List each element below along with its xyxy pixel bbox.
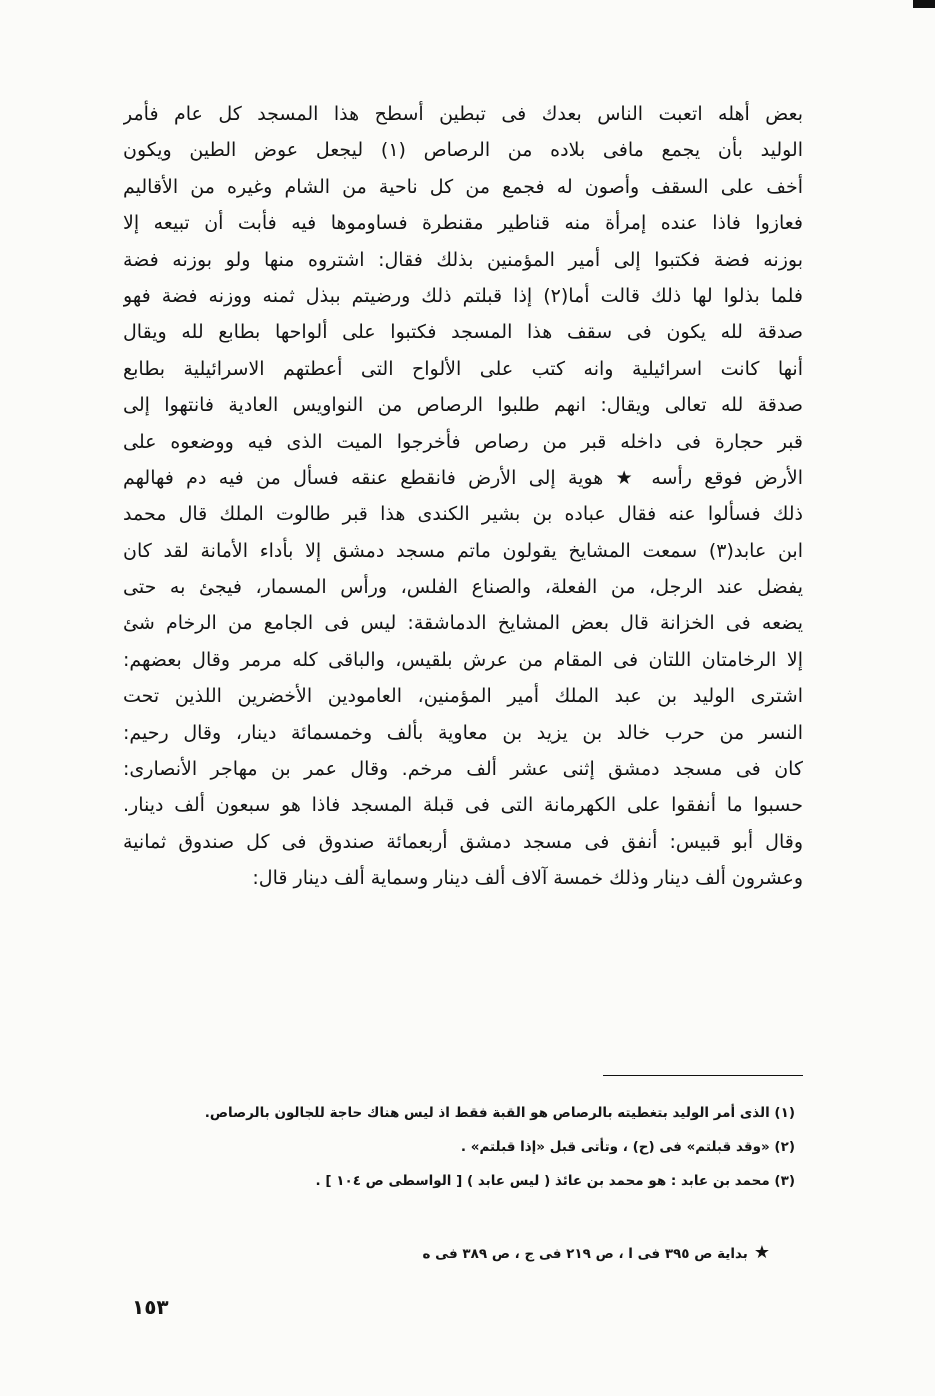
star-note-text: بداية ص ٣٩٥ فى ا ، ص ٢١٩ فى ج ، ص ٣٨٩ فى ه [422, 1246, 748, 1262]
star-icon: ★ [753, 1242, 770, 1263]
body-line: صدقة لله يكون فى سقف هذا المسجد فكتبوا على ألواحها بطابع لله ويقال [123, 321, 803, 344]
body-line: ابن عابد(٣) سمعت المشايخ يقولون ماتم مسجد دمشق إلا بأداء الأمانة لقد كان [123, 539, 803, 562]
body-line: فعازوا فاذا عنده إمرأة منه قناطير مقنطرة فساوموها فيه فأبت أن تبيعه إلا [123, 212, 803, 235]
footnote: (٣) محمد بن عابد : هو محمد بن عائذ ( ليس عابد ) [ الواسطى ص ١٠٤ ] . [315, 1173, 795, 1189]
body-line: حسبوا ما أنفقوا على الكهرمانة التى فى قبلة المسجد فاذا هو سبعون ألف دينار. [123, 794, 803, 817]
page-corner-mark [913, 0, 935, 8]
body-line: أنها كانت اسرائيلية وانه كتب على الألواح التى أعطتهم الاسرائيلية بطابع [123, 357, 803, 380]
footnote-separator [603, 1075, 803, 1076]
footnote: (٢) «وقد قبلتم» فى (ح) ، وتأتى قبل «إذا قبلتم» . [460, 1139, 795, 1155]
body-text [123, 96, 803, 897]
body-line: قبر حجارة فى داخله قبر من رصاص فأخرجوا الميت الذى فيه ووضعوه على [123, 430, 803, 453]
body-line: بوزنه فضة فكتبوا إلى أمير المؤمنين بذلك فقال: اشتروه منها ولو بوزنه فضة [123, 248, 803, 271]
body-line: يفضل عند الرجل، من الفعلة، والصناع الفلس، ورأس المسمار، فيجئ به حتى [123, 576, 803, 599]
body-line: يضعه فى الخزانة قال بعض المشايخ الدماشقة: ليس فى الجامع من الرخام شئ [123, 612, 803, 635]
body-line: اشترى الوليد بن عبد الملك أمير المؤمنين، العامودين الأخضرين اللذين تحت [123, 685, 803, 708]
star-note [150, 1238, 770, 1268]
body-line: الوليد بأن يجمع مافى بلاده من الرصاص (١) ليجعل عوض الطين ويكون [123, 139, 803, 162]
body-line: الأرض فوقع رأسه ★ هوية إلى الأرض فانقطع عنقه فسأل من فيه دم فهالهم [123, 466, 803, 489]
body-line: كان فى مسجد دمشق إثنى عشر ألف مرخم. وقال عمر بن مهاجر الأنصارى: [123, 758, 803, 781]
body-line: وقال أبو قبيس: أنفق فى مسجد دمشق أربعمائة صندوق فى كل صندوق ثمانية [123, 830, 803, 853]
body-line: صدقة لله تعالى ويقال: انهم طلبوا الرصاص من النواويس العادية فانتهوا إلى [123, 394, 803, 417]
footnote: (١) الذى أمر الوليد بتغطيته بالرصاص هو القبة فقط اذ ليس هناك حاجة للجالون بالرصاص. [204, 1105, 795, 1121]
footnotes [125, 1096, 795, 1198]
body-line: النسر من حرب خالد بن يزيد بن معاوية بألف وخمسمائة دينار، وقال رحيم: [123, 721, 803, 744]
page-number: ١٥٣ [132, 1295, 169, 1319]
body-line: فلما بذلوا لها ذلك قالت أما(٢) إذا قبلتم ذلك ورضيتم ببذل ثمنه ووزنه فضة فهو [123, 284, 803, 307]
body-line: أخف على السقف وأصون له فجمع من كل ناحية من الشام وغيره من الأقاليم [123, 175, 803, 198]
body-line: وعشرون ألف دينار وذلك خمسة آلاف ألف دينار وسماية ألف دينار قال: [252, 867, 803, 890]
body-line: بعض أهله اتعبت الناس بعدك فى تبطين أسطح هذا المسجد كل عام فأمر [123, 103, 803, 125]
body-line: ذلك فسألوا عنه فقال عباده بن بشير الكندى هذا قبر طالوت الملك قال محمد [123, 503, 803, 526]
body-line: إلا الرخامتان اللتان فى المقام من عرش بلقيس، والباقى كله مرمر وقال بعضهم: [123, 648, 803, 671]
